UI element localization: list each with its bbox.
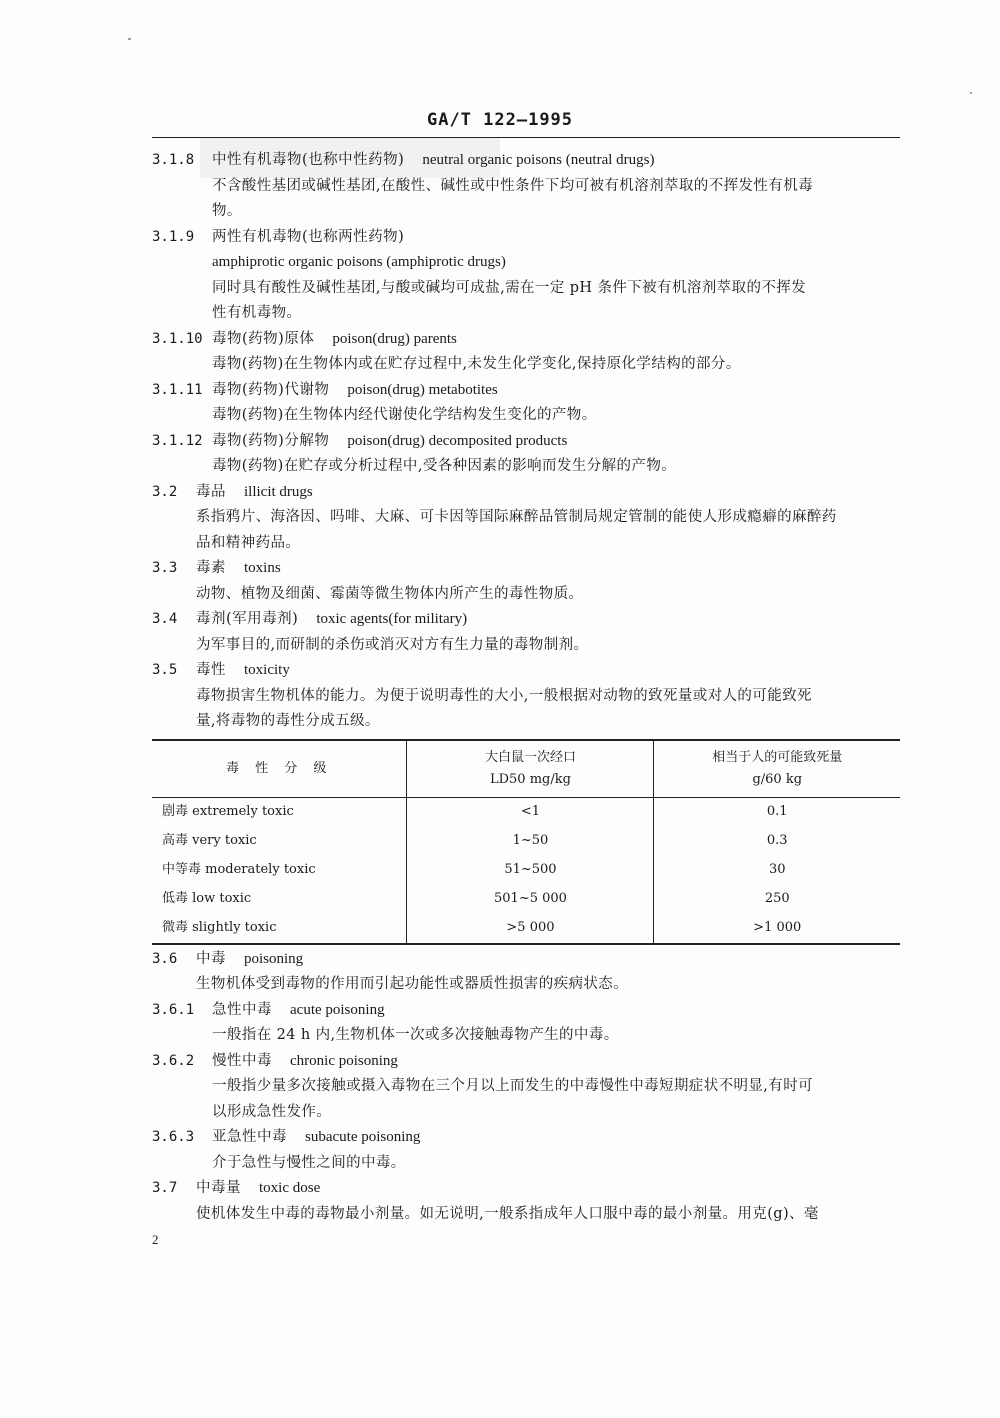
definition-text xyxy=(152,352,900,378)
term-english: chronic poisoning xyxy=(290,1052,398,1069)
definition-line: 一般指少量多次接触或摄入毒物在三个月以上而发生的中毒慢性中毒短期症状不明显,有时可 xyxy=(212,1078,814,1094)
table-row xyxy=(152,914,900,944)
column-header-grade: 毒 性 分 级 xyxy=(226,760,333,776)
entry-3-1-9-heading xyxy=(152,225,900,251)
entry-number: 3.1.10 xyxy=(152,330,203,347)
header-line: 相当于人的可能致死量 xyxy=(712,749,843,765)
column-header-human-dose xyxy=(654,740,900,798)
cell-grade: 中等毒 moderately toxic xyxy=(162,862,316,878)
standard-code-header: GA/T 122—1995 xyxy=(426,110,574,130)
entry-3-4-heading xyxy=(152,607,900,633)
definition-text xyxy=(152,276,900,327)
cell-human-dose: 0.1 xyxy=(766,804,788,820)
definition-line: 介于急性与慢性之间的中毒。 xyxy=(212,1154,406,1171)
definition-text xyxy=(152,1151,900,1177)
entry-number: 3.6 xyxy=(152,950,178,967)
definition-line: 毒物(药物)在生物体内经代谢使化学结构发生变化的产物。 xyxy=(212,407,597,423)
definition-line: 毒物(药物)在生物体内或在贮存过程中,未发生化学变化,保持原化学结构的部分。 xyxy=(212,356,741,372)
entry-3-1-12-heading xyxy=(152,429,900,455)
entry-number: 3.1.8 xyxy=(152,152,195,168)
term-english: subacute poisoning xyxy=(305,1129,421,1145)
cell-grade: 低毒 low toxic xyxy=(162,891,252,907)
term-chinese: 毒性 xyxy=(196,662,226,678)
cell-grade: 高毒 very toxic xyxy=(162,833,257,849)
scan-speck xyxy=(970,92,972,94)
term-english: poison(drug) decomposited products xyxy=(347,432,568,449)
cell-ld50: 51~500 xyxy=(407,856,654,885)
entry-number: 3.5 xyxy=(152,662,178,678)
term-chinese: 中毒量 xyxy=(196,1180,241,1196)
table-header-row xyxy=(152,740,900,798)
definition-text xyxy=(152,1202,900,1228)
cell-human-dose: >1 000 xyxy=(753,920,802,936)
term-chinese: 亚急性中毒 xyxy=(212,1129,287,1145)
definition-line: 毒物(药物)在贮存或分析过程中,受各种因素的影响而发生分解的产物。 xyxy=(212,458,677,474)
definition-line: 一般指在 24 h 内,生物机体一次或多次接触毒物产生的中毒。 xyxy=(212,1027,619,1043)
document-body xyxy=(152,148,900,1227)
entry-number: 3.2 xyxy=(152,483,178,500)
entry-number: 3.1.9 xyxy=(152,228,195,245)
entry-number: 3.1.11 xyxy=(152,381,203,398)
header-rule xyxy=(152,137,900,138)
definition-text xyxy=(152,684,900,735)
term-chinese: 毒剂(军用毒剂) xyxy=(196,611,299,627)
entry-number: 3.6.1 xyxy=(152,1001,195,1018)
definition-line: 系指鸦片、海洛因、吗啡、大麻、可卡因等国际麻醉品管制局规定管制的能使人形成瘾癖的麻醉药 xyxy=(196,509,837,525)
definition-line: 为军事目的,而研制的杀伤或消灭对方有生力量的毒物制剂。 xyxy=(196,636,589,653)
cell-human-dose: 250 xyxy=(764,891,790,907)
definition-text xyxy=(152,505,900,556)
definition-text xyxy=(152,972,900,998)
table-row xyxy=(152,827,900,856)
term-chinese: 毒物(药物)代谢物 xyxy=(212,381,330,398)
term-english: acute poisoning xyxy=(290,1001,385,1018)
term-chinese: 中毒 xyxy=(196,950,226,967)
entry-3-5-heading xyxy=(152,658,900,684)
term-english: poisoning xyxy=(244,950,304,967)
term-english: toxic agents(for military) xyxy=(316,611,468,627)
definition-line: 生物机体受到毒物的作用而引起功能性或器质性损害的疾病状态。 xyxy=(196,976,629,992)
entry-3-3-heading xyxy=(152,556,900,582)
term-english: amphiprotic organic poisons (amphiprotic drugs) xyxy=(212,254,506,270)
cell-ld50: 1~50 xyxy=(407,827,654,856)
entry-3-2-heading xyxy=(152,480,900,506)
entry-number: 3.7 xyxy=(152,1180,178,1196)
term-chinese: 毒物(药物)分解物 xyxy=(212,432,330,449)
term-english: toxicity xyxy=(244,662,290,678)
term-chinese: 毒品 xyxy=(196,483,226,500)
definition-text xyxy=(152,1023,900,1049)
term-english: illicit drugs xyxy=(244,483,313,500)
definition-line: 不含酸性基团或碱性基团,在酸性、碱性或中性条件下均可被有机溶剂萃取的不挥发性有机毒 xyxy=(212,177,814,194)
cell-human-dose: 0.3 xyxy=(766,833,788,849)
term-chinese: 毒素 xyxy=(196,560,226,576)
term-english: toxic dose xyxy=(259,1180,321,1196)
term-english: poison(drug) metabotites xyxy=(347,381,498,398)
definition-text xyxy=(152,582,900,608)
definition-text xyxy=(152,1074,900,1125)
definition-line: 动物、植物及细菌、霉菌等微生物体内所产生的毒性物质。 xyxy=(196,585,584,602)
term-chinese: 两性有机毒物(也称两性药物) xyxy=(212,228,405,245)
scan-speck xyxy=(128,38,131,40)
entry-number: 3.4 xyxy=(152,611,178,627)
cell-ld50: 501~5 000 xyxy=(407,885,654,914)
term-chinese: 中性有机毒物(也称中性药物) xyxy=(212,152,405,168)
toxicity-grade-table xyxy=(152,739,900,945)
entry-3-1-8-heading xyxy=(152,148,900,174)
definition-line: 品和精神药品。 xyxy=(196,534,301,551)
definition-line: 毒物损害生物机体的能力。为便于说明毒性的大小,一般根据对动物的致死量或对人的可能致死 xyxy=(196,687,812,704)
term-chinese: 急性中毒 xyxy=(212,1001,272,1018)
cell-ld50: <1 xyxy=(407,797,654,827)
header-line: LD50 mg/kg xyxy=(489,771,571,787)
entry-number: 3.3 xyxy=(152,560,178,576)
cell-grade: 微毒 slightly toxic xyxy=(162,920,277,936)
definition-line: 物。 xyxy=(212,203,242,219)
table-row xyxy=(152,856,900,885)
definition-text xyxy=(152,633,900,659)
column-header-rat-ld50 xyxy=(407,740,654,798)
entry-number: 3.6.3 xyxy=(152,1129,195,1145)
header-line: g/60 kg xyxy=(752,771,803,787)
definition-line: 使机体发生中毒的毒物最小剂量。如无说明,一般系指成年人口服中毒的最小剂量。用克(g)、毫 xyxy=(196,1205,819,1222)
table-row xyxy=(152,885,900,914)
entry-3-1-10-heading xyxy=(152,327,900,353)
entry-3-6-heading xyxy=(152,947,900,973)
definition-text xyxy=(152,454,900,480)
cell-human-dose: 30 xyxy=(768,862,786,878)
term-english: poison(drug) parents xyxy=(332,330,457,347)
definition-line: 以形成急性发作。 xyxy=(212,1103,332,1120)
term-english: toxins xyxy=(244,560,281,576)
definition-text xyxy=(152,174,900,225)
entry-3-6-2-heading xyxy=(152,1049,900,1075)
entry-number: 3.6.2 xyxy=(152,1052,195,1069)
cell-ld50: >5 000 xyxy=(407,914,654,944)
term-chinese: 慢性中毒 xyxy=(212,1052,272,1069)
header-line: 大白鼠一次经口 xyxy=(484,749,576,765)
definition-line: 量,将毒物的毒性分成五级。 xyxy=(196,713,380,729)
entry-3-1-11-heading xyxy=(152,378,900,404)
entry-3-7-heading xyxy=(152,1176,900,1202)
entry-3-6-1-heading xyxy=(152,998,900,1024)
entry-3-6-3-heading xyxy=(152,1125,900,1151)
definition-line: 同时具有酸性及碱性基团,与酸或碱均可成盐,需在一定 pH 条件下被有机溶剂萃取的不挥发 xyxy=(212,279,807,296)
term-chinese: 毒物(药物)原体 xyxy=(212,330,315,347)
entry-number: 3.1.12 xyxy=(152,432,203,449)
table-row xyxy=(152,797,900,827)
definition-line: 性有机毒物。 xyxy=(212,305,302,321)
definition-text xyxy=(152,403,900,429)
page-number: 2 xyxy=(152,1232,159,1247)
cell-grade: 剧毒 extremely toxic xyxy=(162,804,294,820)
term-english: neutral organic poisons (neutral drugs) xyxy=(422,152,655,168)
